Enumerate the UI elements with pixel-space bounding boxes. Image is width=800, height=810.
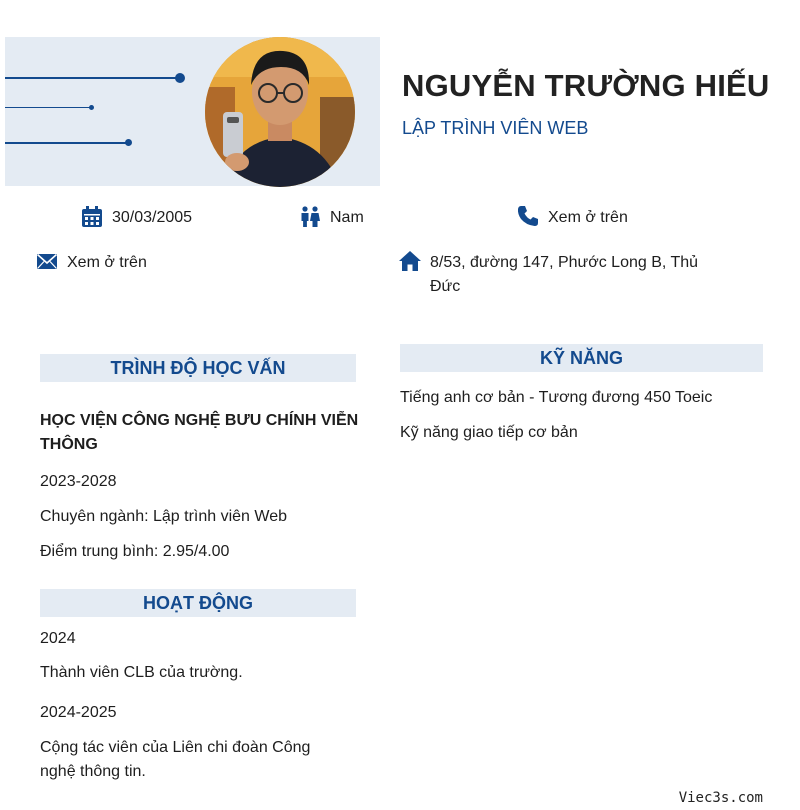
- skill-item: Tiếng anh cơ bản - Tương đương 450 Toeic: [400, 389, 713, 406]
- email-icon: [36, 251, 58, 273]
- activities-heading: HOẠT ĐỘNG: [40, 589, 356, 617]
- education-gpa: Điểm trung bình: 2.95/4.00: [40, 543, 230, 560]
- address: 8/53, đường 147, Phước Long B, Thủ Đức: [430, 254, 699, 295]
- skill-item: Kỹ năng giao tiếp cơ bản: [400, 424, 578, 441]
- calendar-icon: [81, 206, 103, 228]
- activity-period: 2024: [40, 630, 76, 647]
- education-heading: TRÌNH ĐỘ HỌC VẤN: [40, 354, 356, 382]
- email: Xem ở trên: [67, 254, 147, 271]
- job-title: LẬP TRÌNH VIÊN WEB: [402, 118, 589, 138]
- phone: Xem ở trên: [548, 209, 628, 226]
- gender-icon: [299, 206, 321, 228]
- home-icon: [399, 250, 421, 272]
- decorative-dot: [175, 73, 185, 83]
- decorative-dot: [89, 105, 94, 110]
- activity-description: Cộng tác viên của Liên chi đoàn Công nghệ thông tin.: [40, 739, 311, 780]
- education-period: 2023-2028: [40, 473, 117, 490]
- birthday: 30/03/2005: [112, 209, 193, 226]
- avatar-photo: [205, 37, 355, 187]
- watermark: Viec3s.com: [678, 790, 763, 806]
- decorative-line: [5, 107, 92, 108]
- candidate-name: NGUYỄN TRƯỜNG HIẾU: [402, 68, 770, 103]
- education-major: Chuyên ngành: Lập trình viên Web: [40, 508, 287, 525]
- gender: Nam: [330, 209, 364, 226]
- skills-heading: KỸ NĂNG: [400, 344, 763, 372]
- decorative-line: [5, 77, 180, 79]
- decorative-dot: [125, 139, 132, 146]
- avatar: [205, 37, 355, 187]
- phone-icon: [517, 205, 539, 227]
- activity-period: 2024-2025: [40, 704, 117, 721]
- school-name: HỌC VIỆN CÔNG NGHỆ BƯU CHÍNH VIỄN THÔNG: [40, 412, 359, 453]
- decorative-line: [5, 142, 130, 144]
- activity-description: Thành viên CLB của trường.: [40, 664, 243, 681]
